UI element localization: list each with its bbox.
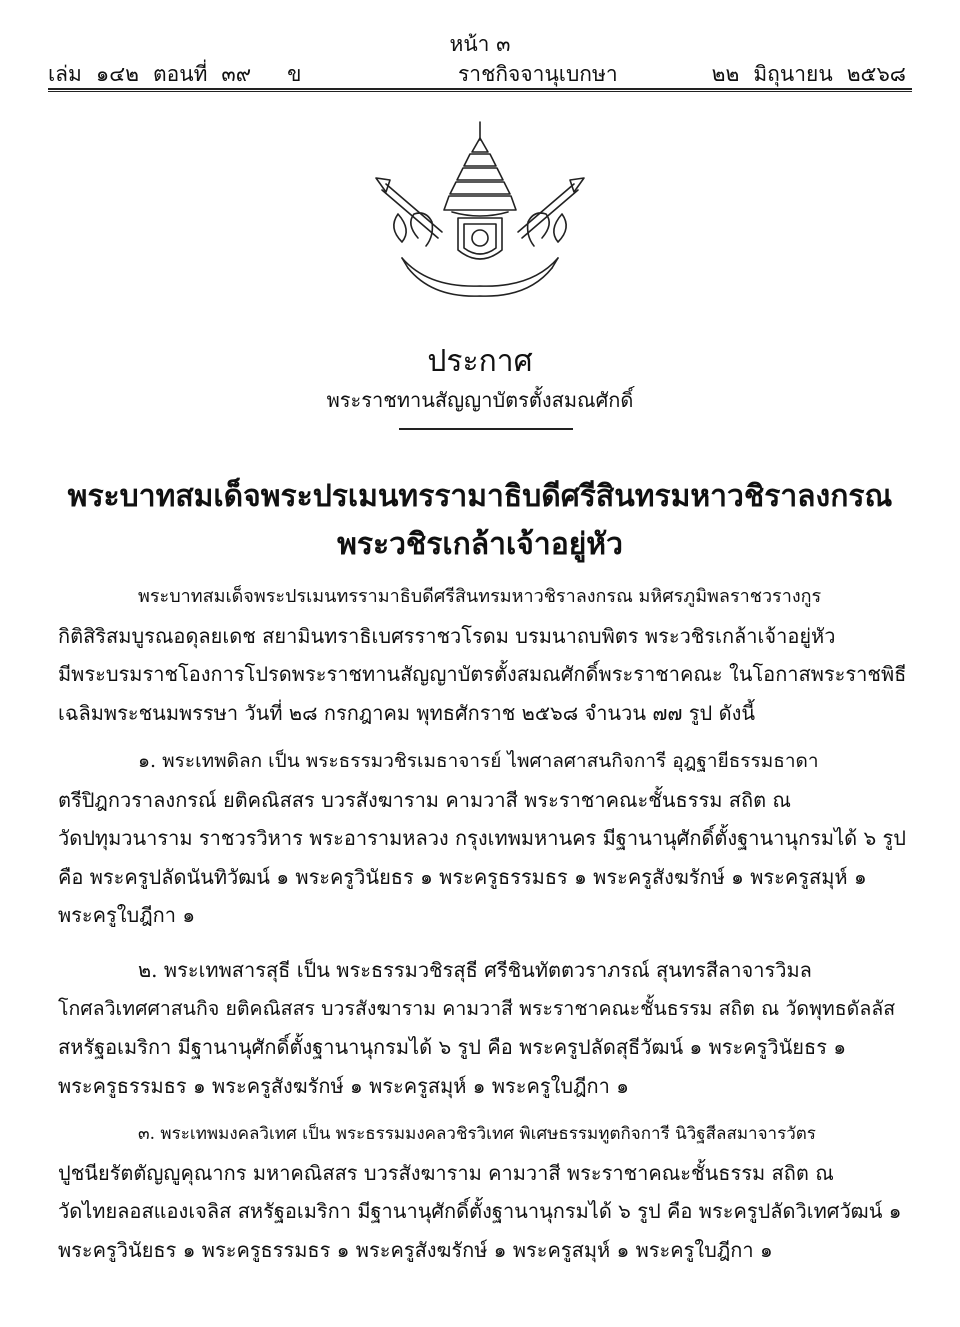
issue-number: ๓๙	[221, 62, 252, 86]
paragraph-line: ปูชนียรัตตัญญูคุณากร มหาคณิสสร บวรสังฆาราม คามวาสี พระราชาคณะชั้นธรรม สถิต ณ	[58, 1160, 834, 1185]
king-name-line-2: พระวชิรเกล้าเจ้าอยู่หัว	[337, 527, 623, 562]
section-letter: ข	[287, 62, 302, 86]
paragraph-line: พระครูธรรมธร ๑ พระครูสังฆรักษ์ ๑ พระครูสมุห์ ๑ พระครูใบฎีกา ๑	[58, 1073, 629, 1098]
paragraph-line: คือ พระครูปลัดนันทิวัฒน์ ๑ พระครูวินัยธร ๑ พระครูธรรมธร ๑ พระครูสังฆรักษ์ ๑ พระครูสมุห์ ๑	[58, 864, 867, 889]
paragraph-line: พระครูใบฎีกา ๑	[58, 903, 196, 928]
paragraph-line: ตรีปิฎกวราลงกรณ์ ยติคณิสสร บวรสังฆาราม คามวาสี พระราชาคณะชั้นธรรม สถิต ณ	[58, 787, 791, 812]
paragraph-line: สหรัฐอเมริกา มีฐานานุศักดิ์ตั้งฐานานุกรมได้ ๖ รูป คือ พระครูปลัดสุธีวัฒน์ ๑ พระครูวินัยธร ๑	[58, 1035, 847, 1060]
body-paragraph-item-2	[58, 951, 906, 1105]
page-number: หน้า ๓	[449, 32, 511, 56]
paragraph-line: เฉลิมพระชนมพรรษา วันที่ ๒๘ กรกฎาคม พุทธศักราช ๒๕๖๘ จำนวน ๗๗ รูป ดังนี้	[58, 700, 756, 725]
paragraph-line: โกศลวิเทศศาสนกิจ ยติคณิสสร บวรสังฆาราม คามวาสี พระราชาคณะชั้นธรรม สถิต ณ วัดพุทธดัลลัส	[58, 996, 896, 1020]
body-paragraph-item-1	[58, 742, 906, 935]
header-divider	[48, 88, 912, 92]
body-paragraph-intro	[58, 578, 906, 732]
announcement-title: ประกาศ	[427, 344, 533, 379]
paragraph-line: วัดปทุมวนาราม ราชวรวิหาร พระอารามหลวง กรุงเทพมหานคร มีฐานานุศักดิ์ตั้งฐานานุกรมได้ ๖ รูป	[58, 826, 906, 851]
date-year: ๒๕๖๘	[846, 62, 906, 86]
volume-label: เล่ม	[48, 62, 82, 86]
paragraph-line: กิติสิริสมบูรณอดุลยเดช สยามินทราธิเบศรราชวโรดม บรมนาถบพิตร พระวชิรเกล้าเจ้าอยู่หัว	[58, 623, 836, 648]
date-month: มิถุนายน	[753, 62, 833, 86]
king-name-line-1: พระบาทสมเด็จพระปรเมนทรรามาธิบดีศรีสินทรมหาวชิราลงกรณ	[67, 479, 893, 514]
body-paragraph-item-3	[58, 1115, 906, 1269]
date-day: ๒๒	[711, 62, 740, 86]
issue-date	[712, 58, 906, 91]
paragraph-line: พระครูวินัยธร ๑ พระครูธรรมธร ๑ พระครูสังฆรักษ์ ๑ พระครูสมุห์ ๑ พระครูใบฎีกา ๑	[58, 1237, 773, 1262]
gazette-header	[48, 58, 912, 91]
volume-number: ๑๔๒	[95, 62, 139, 86]
volume-issue	[48, 58, 302, 91]
paragraph-line: มีพระบรมราชโองการโปรดพระราชทานสัญญาบัตรตั้งสมณศักดิ์พระราชาคณะ ในโอกาสพระราชพิธี	[58, 662, 907, 687]
royal-emblem-icon	[368, 118, 592, 300]
title-divider	[399, 428, 573, 430]
paragraph-line: วัดไทยลอสแองเจลิส สหรัฐอเมริกา มีฐานานุศักดิ์ตั้งฐานานุกรมได้ ๖ รูป คือ พระครูปลัดวิเทศวัฒน์ ๑	[58, 1199, 902, 1224]
paragraph-line: ๒. พระเทพสารสุธี เป็น พระธรรมวชิรสุธี ศรีชินทัตตวราภรณ์ สุนทรสีลาจารวิมล	[138, 958, 812, 982]
paragraph-line: ๑. พระเทพดิลก เป็น พระธรรมวชิรเมธาจารย์ ไพศาลศาสนกิจการี อุฎฐายีธรรมธาดา	[138, 750, 819, 772]
gazette-name: ราชกิจจานุเบกษา	[458, 62, 618, 86]
paragraph-line: พระบาทสมเด็จพระปรเมนทรรามาธิบดีศรีสินทรมหาวชิราลงกรณ มหิศรภูมิพลราชวรางกูร	[138, 586, 822, 607]
announcement-subtitle: พระราชทานสัญญาบัตรตั้งสมณศักดิ์	[326, 388, 634, 412]
paragraph-line: ๓. พระเทพมงคลวิเทศ เป็น พระธรรมมงคลวชิรวิเทศ พิเศษธรรมทูตกิจการี นิวิฐสีลสมาจารวัตร	[138, 1124, 816, 1144]
issue-label: ตอนที่	[152, 62, 208, 86]
